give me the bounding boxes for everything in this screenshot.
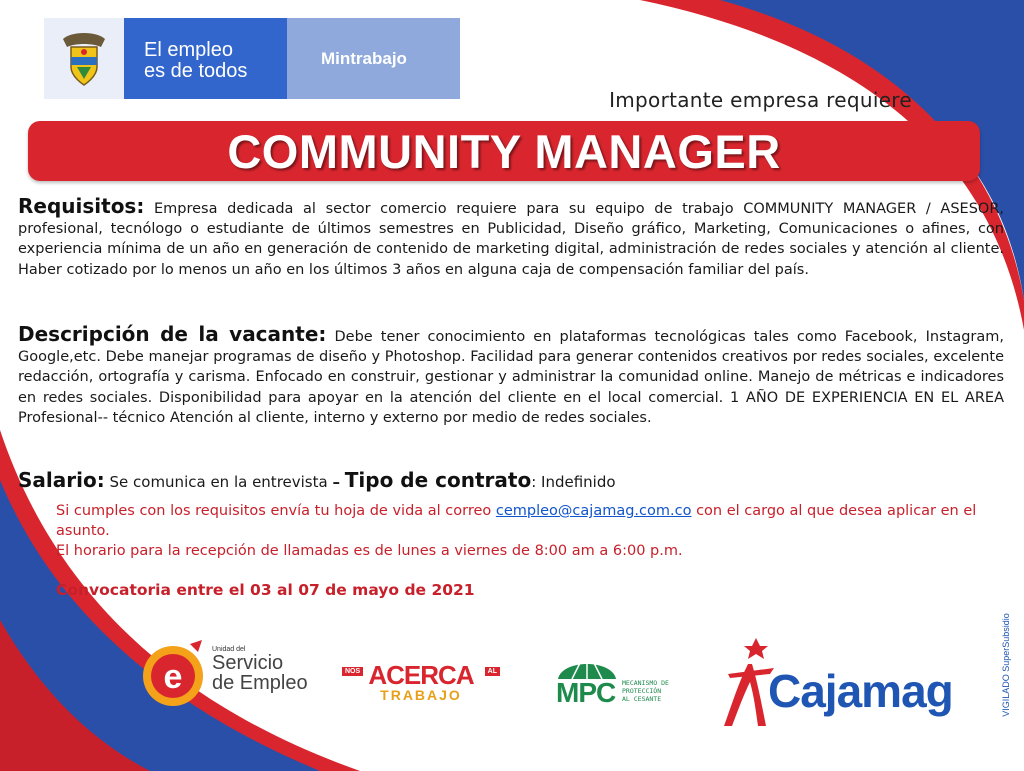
cajamag-wordmark: Cajamag [768, 665, 953, 717]
apply-instructions [56, 501, 996, 562]
description-section [18, 324, 1004, 428]
description-label: Descripción de la vacante: [18, 322, 327, 346]
acerca-nos-label: NOS [342, 667, 363, 676]
requirements-section: Requisitos: Empresa dedicada al sector comercio requiere para su equipo de trabajo COMMUNITY MANAGER / ASESOR, profesional, tecnólogo o estudiante de últimos semestres en Publicidad, Diseño gráfico, Marketing, Comunicaciones o afines, con experiencia mínima de un año en generación de contenido de marketing digital, administración de redes sociales y atención al cliente. Haber cotizado por lo menos un año en los últimos 3 años en alguna caja de compensación familiar del país. [18, 194, 1004, 278]
apply-text-after: con el cargo al que desea aplicar en el asunto. [56, 503, 977, 540]
salary-separator: – [332, 473, 340, 491]
svg-text:e: e [163, 658, 183, 696]
ministry-label: Mintrabajo [287, 18, 460, 99]
servicio-de-empleo-logo [138, 636, 328, 710]
intro-text: Importante empresa requiere [609, 88, 912, 112]
servicio-empleo-e-icon [138, 636, 208, 710]
cajamag-logo [718, 634, 1000, 730]
vigilado-supersubsidio [996, 600, 1016, 730]
requirements-label: Requisitos [18, 194, 137, 218]
gov-tagline [124, 18, 287, 99]
contract-label: Tipo de contrato [344, 468, 532, 492]
gov-tagline-line1: El empleo [144, 39, 233, 61]
mpc-letters: MPC [556, 677, 616, 708]
coat-of-arms-icon [44, 18, 124, 99]
acerca-main-label: ACERCA [368, 660, 474, 690]
convocatoria-dates: Convocatoria entre el 03 al 07 de mayo de 2021 [56, 581, 475, 599]
vigilado-text: VIGILADO SuperSubsidio [1001, 613, 1011, 717]
schedule-text: El horario para la recepción de llamadas es de lunes a viernes de 8:00 am a 6:00 p.m. [56, 543, 683, 560]
salary-section: Salario: Se comunica en la entrevista – Tipo de contrato: Indefinido [18, 468, 616, 492]
gov-header-logo [44, 18, 460, 99]
salary-label: Salario [18, 468, 97, 492]
mpc-line2: PROTECCIÓN [622, 687, 662, 695]
mpc-line3: AL CESANTE [622, 695, 662, 703]
sde-small-label: Unidad del [212, 646, 246, 653]
email-link[interactable]: cempleo@cajamag.com.co [495, 503, 692, 519]
nos-acerca-logo [342, 660, 500, 708]
acerca-sub-label: TRABAJO [380, 687, 462, 703]
sde-line1: Servicio [212, 652, 284, 674]
apply-text-before: Si cumples con los requisitos envía tu hoja de vida al correo [56, 503, 492, 519]
mpc-logo [556, 653, 688, 711]
acerca-al-label: AL [485, 667, 500, 676]
job-title: COMMUNITY MANAGER [227, 124, 781, 178]
description-text: Debe tener conocimiento en plataformas tecnológicas tales como Facebook, Instagram, Google,etc. Debe manejar programas de diseño y Photoshop. Facilidad para generar contenidos creativos por redes sociales, excelente redacción, ortografía y carisma. Enfocado en construir, gestionar y administrar la comunidad online. Manejo de métricas e indicadores en redes sociales. Disponibilidad para apoyar en la atención del cliente en el local comercial. 1 AÑO DE EXPERIENCIA EN EL AREA Profesional-- técnico Atención al cliente, interno y externo por medio de redes sociales. [18, 329, 1004, 426]
contract-value: Indefinido [541, 473, 616, 491]
title-banner [28, 121, 980, 181]
sde-line2: de Empleo [212, 672, 308, 694]
requirements-text: Empresa dedicada al sector comercio requiere para su equipo de trabajo COMMUNITY MANAGER / ASESOR, profesional, tecnólogo o estudiante de últimos semestres en Publicidad, Diseño gráfico, Marketing, Comunicaciones o afines, con experiencia mínima de un año en generación de contenido de marketing digital, administración de redes sociales y atención al cliente. Haber cotizado por lo menos un año en los últimos 3 años en alguna caja de compensación familiar del país. [18, 201, 1004, 278]
mpc-line1: MECANISMO DE [622, 679, 669, 687]
gov-tagline-line2: es de todos [144, 60, 248, 82]
salary-value: Se comunica en la entrevista [109, 473, 328, 491]
mpc-description [622, 679, 669, 703]
